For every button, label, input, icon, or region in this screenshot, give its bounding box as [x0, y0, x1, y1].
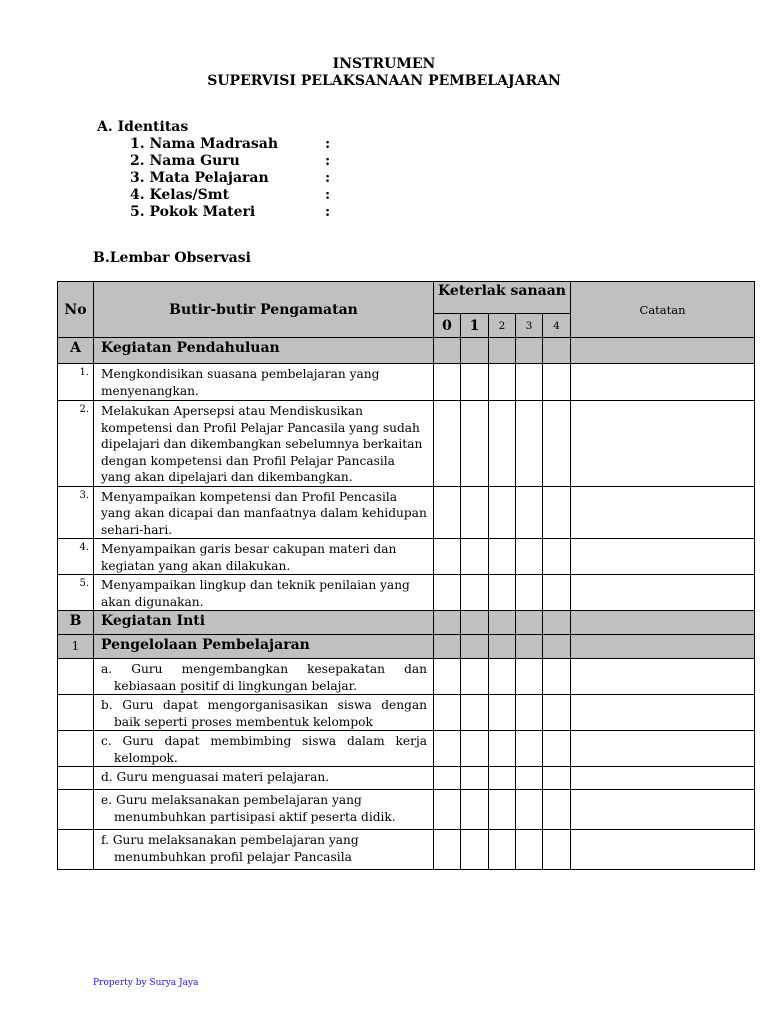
- score-cell[interactable]: [489, 767, 516, 790]
- col-header-catatan: Catatan: [571, 282, 755, 338]
- subsection-title: Pengelolaan Pembelajaran: [94, 635, 434, 659]
- table-row: [58, 486, 755, 539]
- field-label: 4. Kelas/Smt: [130, 187, 230, 203]
- notes-cell[interactable]: [571, 575, 755, 611]
- item-text: Menyampaikan lingkup dan teknik penilaian yang akan digunakan.: [94, 575, 434, 611]
- score-cell[interactable]: [461, 539, 489, 575]
- notes-cell[interactable]: [571, 790, 755, 830]
- table-row: [58, 695, 755, 731]
- section-code: A: [58, 338, 94, 364]
- item-number: 1.: [58, 364, 94, 401]
- item-text: a. Guru mengembangkan kesepakatan dan kebiasaan positif di lingkungan belajar.: [94, 659, 434, 695]
- item-text: d. Guru menguasai materi pelajaran.: [94, 767, 434, 790]
- score-cell[interactable]: [434, 767, 461, 790]
- score-cell[interactable]: [516, 364, 543, 401]
- notes-cell[interactable]: [571, 486, 755, 539]
- notes-cell[interactable]: [571, 364, 755, 401]
- notes-cell[interactable]: [571, 731, 755, 767]
- score-cell[interactable]: [543, 364, 571, 401]
- section-row-b: [58, 611, 755, 635]
- table-row: [58, 767, 755, 790]
- col-header-butir: Butir-butir Pengamatan: [94, 282, 434, 338]
- observation-table: [57, 281, 755, 870]
- item-text: f. Guru melaksanakan pembelajaran yang menumbuhkan profil pelajar Pancasila: [94, 830, 434, 870]
- table-header-row: [58, 282, 755, 314]
- score-cell[interactable]: [543, 539, 571, 575]
- footer-credit: Property by Surya Jaya: [93, 978, 199, 988]
- score-cell[interactable]: [489, 486, 516, 539]
- score-cell[interactable]: [489, 364, 516, 401]
- score-cell[interactable]: [461, 767, 489, 790]
- table-row: [58, 731, 755, 767]
- score-cell[interactable]: [434, 401, 461, 487]
- document-subtitle: SUPERVISI PELAKSANAAN PEMBELAJARAN: [207, 73, 561, 89]
- notes-cell[interactable]: [571, 401, 755, 487]
- item-text: Mengkondisikan suasana pembelajaran yang menyenangkan.: [94, 364, 434, 401]
- document-title: INSTRUMEN: [332, 56, 436, 72]
- score-cell[interactable]: [461, 486, 489, 539]
- col-header-keterlaksanaan: Keterlak sanaan: [434, 282, 571, 314]
- score-cell[interactable]: [461, 659, 489, 695]
- table-row: [58, 790, 755, 830]
- field-colon: :: [325, 170, 331, 186]
- subsection-code: 1: [58, 635, 94, 659]
- table-row: [58, 364, 755, 401]
- score-cell[interactable]: [489, 695, 516, 731]
- score-0: 0: [434, 314, 461, 338]
- score-cell[interactable]: [543, 731, 571, 767]
- score-cell[interactable]: [434, 659, 461, 695]
- notes-cell[interactable]: [571, 830, 755, 870]
- item-number: 5.: [58, 575, 94, 611]
- field-kelas-smt: [130, 187, 331, 203]
- notes-cell[interactable]: [571, 659, 755, 695]
- score-cell[interactable]: [516, 767, 543, 790]
- score-cell[interactable]: [434, 830, 461, 870]
- field-nama-guru: [130, 153, 331, 169]
- item-number: 2.: [58, 401, 94, 487]
- score-cell[interactable]: [516, 830, 543, 870]
- score-cell[interactable]: [516, 401, 543, 487]
- score-cell[interactable]: [489, 731, 516, 767]
- item-text: Melakukan Apersepsi atau Mendiskusikan kompetensi dan Profil Pelajar Pancasila yang sudah dipelajari dan dikembangkan sebelumnya berkaitan dengan kompetensi dan Profil Pelajar Pancasila yang akan dipelajari dan dikembangkan.: [94, 401, 434, 487]
- item-text: Menyampaikan garis besar cakupan materi dan kegiatan yang akan dilakukan.: [94, 539, 434, 575]
- score-cell[interactable]: [516, 539, 543, 575]
- score-cell[interactable]: [461, 401, 489, 487]
- field-label: 3. Mata Pelajaran: [130, 170, 269, 186]
- score-cell[interactable]: [516, 695, 543, 731]
- score-cell[interactable]: [434, 486, 461, 539]
- field-nama-madrasah: [130, 136, 331, 152]
- score-cell[interactable]: [434, 539, 461, 575]
- score-cell[interactable]: [434, 695, 461, 731]
- score-cell[interactable]: [516, 731, 543, 767]
- score-cell[interactable]: [543, 830, 571, 870]
- score-cell[interactable]: [489, 659, 516, 695]
- notes-cell[interactable]: [571, 695, 755, 731]
- field-label: 2. Nama Guru: [130, 153, 240, 169]
- score-cell[interactable]: [516, 575, 543, 611]
- table-row: [58, 830, 755, 870]
- score-cell[interactable]: [489, 539, 516, 575]
- score-cell[interactable]: [434, 364, 461, 401]
- score-cell[interactable]: [543, 659, 571, 695]
- score-cell[interactable]: [543, 575, 571, 611]
- field-label: 1. Nama Madrasah: [130, 136, 279, 152]
- score-cell[interactable]: [543, 486, 571, 539]
- score-cell[interactable]: [543, 767, 571, 790]
- score-cell[interactable]: [516, 659, 543, 695]
- score-1: 1: [461, 314, 489, 338]
- score-cell[interactable]: [489, 830, 516, 870]
- field-colon: :: [325, 153, 331, 169]
- item-text: e. Guru melaksanakan pembelajaran yang menumbuhkan partisipasi aktif peserta didik.: [94, 790, 434, 830]
- field-mata-pelajaran: [130, 170, 331, 186]
- score-cell[interactable]: [543, 695, 571, 731]
- field-colon: :: [325, 204, 331, 220]
- item-number: 4.: [58, 539, 94, 575]
- field-label: 5. Pokok Materi: [130, 204, 256, 220]
- score-cell[interactable]: [461, 731, 489, 767]
- score-4: 4: [543, 314, 571, 338]
- table-row: [58, 539, 755, 575]
- subsection-row: [58, 635, 755, 659]
- field-pokok-materi: [130, 204, 331, 220]
- score-cell[interactable]: [461, 695, 489, 731]
- score-cell[interactable]: [516, 486, 543, 539]
- score-cell[interactable]: [543, 790, 571, 830]
- notes-cell[interactable]: [571, 539, 755, 575]
- section-a-heading: A. Identitas: [97, 119, 189, 135]
- score-cell[interactable]: [434, 790, 461, 830]
- item-text: c. Guru dapat membimbing siswa dalam kerja kelompok.: [94, 731, 434, 767]
- field-colon: :: [325, 136, 331, 152]
- score-2: 2: [489, 314, 516, 338]
- score-cell[interactable]: [461, 575, 489, 611]
- score-cell[interactable]: [489, 575, 516, 611]
- score-3: 3: [516, 314, 543, 338]
- item-text: b. Guru dapat mengorganisasikan siswa dengan baik seperti proses membentuk kelompok: [94, 695, 434, 731]
- table-row: [58, 575, 755, 611]
- section-title: Kegiatan Inti: [94, 611, 434, 635]
- score-cell[interactable]: [543, 401, 571, 487]
- score-cell[interactable]: [516, 790, 543, 830]
- score-cell[interactable]: [461, 364, 489, 401]
- notes-cell[interactable]: [571, 767, 755, 790]
- item-number: 3.: [58, 486, 94, 539]
- score-cell[interactable]: [489, 790, 516, 830]
- section-code: B: [58, 611, 94, 635]
- score-cell[interactable]: [434, 731, 461, 767]
- field-colon: :: [325, 187, 331, 203]
- score-cell[interactable]: [461, 790, 489, 830]
- item-text: Menyampaikan kompetensi dan Profil Pencasila yang akan dicapai dan manfaatnya dalam kehidupan sehari-hari.: [94, 486, 434, 539]
- col-header-no: No: [58, 282, 94, 338]
- section-title: Kegiatan Pendahuluan: [94, 338, 434, 364]
- table-row: [58, 401, 755, 487]
- table-row: [58, 659, 755, 695]
- section-b-heading: B.Lembar Observasi: [93, 250, 251, 266]
- score-cell[interactable]: [461, 830, 489, 870]
- score-cell[interactable]: [434, 575, 461, 611]
- section-row-a: [58, 338, 755, 364]
- score-cell[interactable]: [489, 401, 516, 487]
